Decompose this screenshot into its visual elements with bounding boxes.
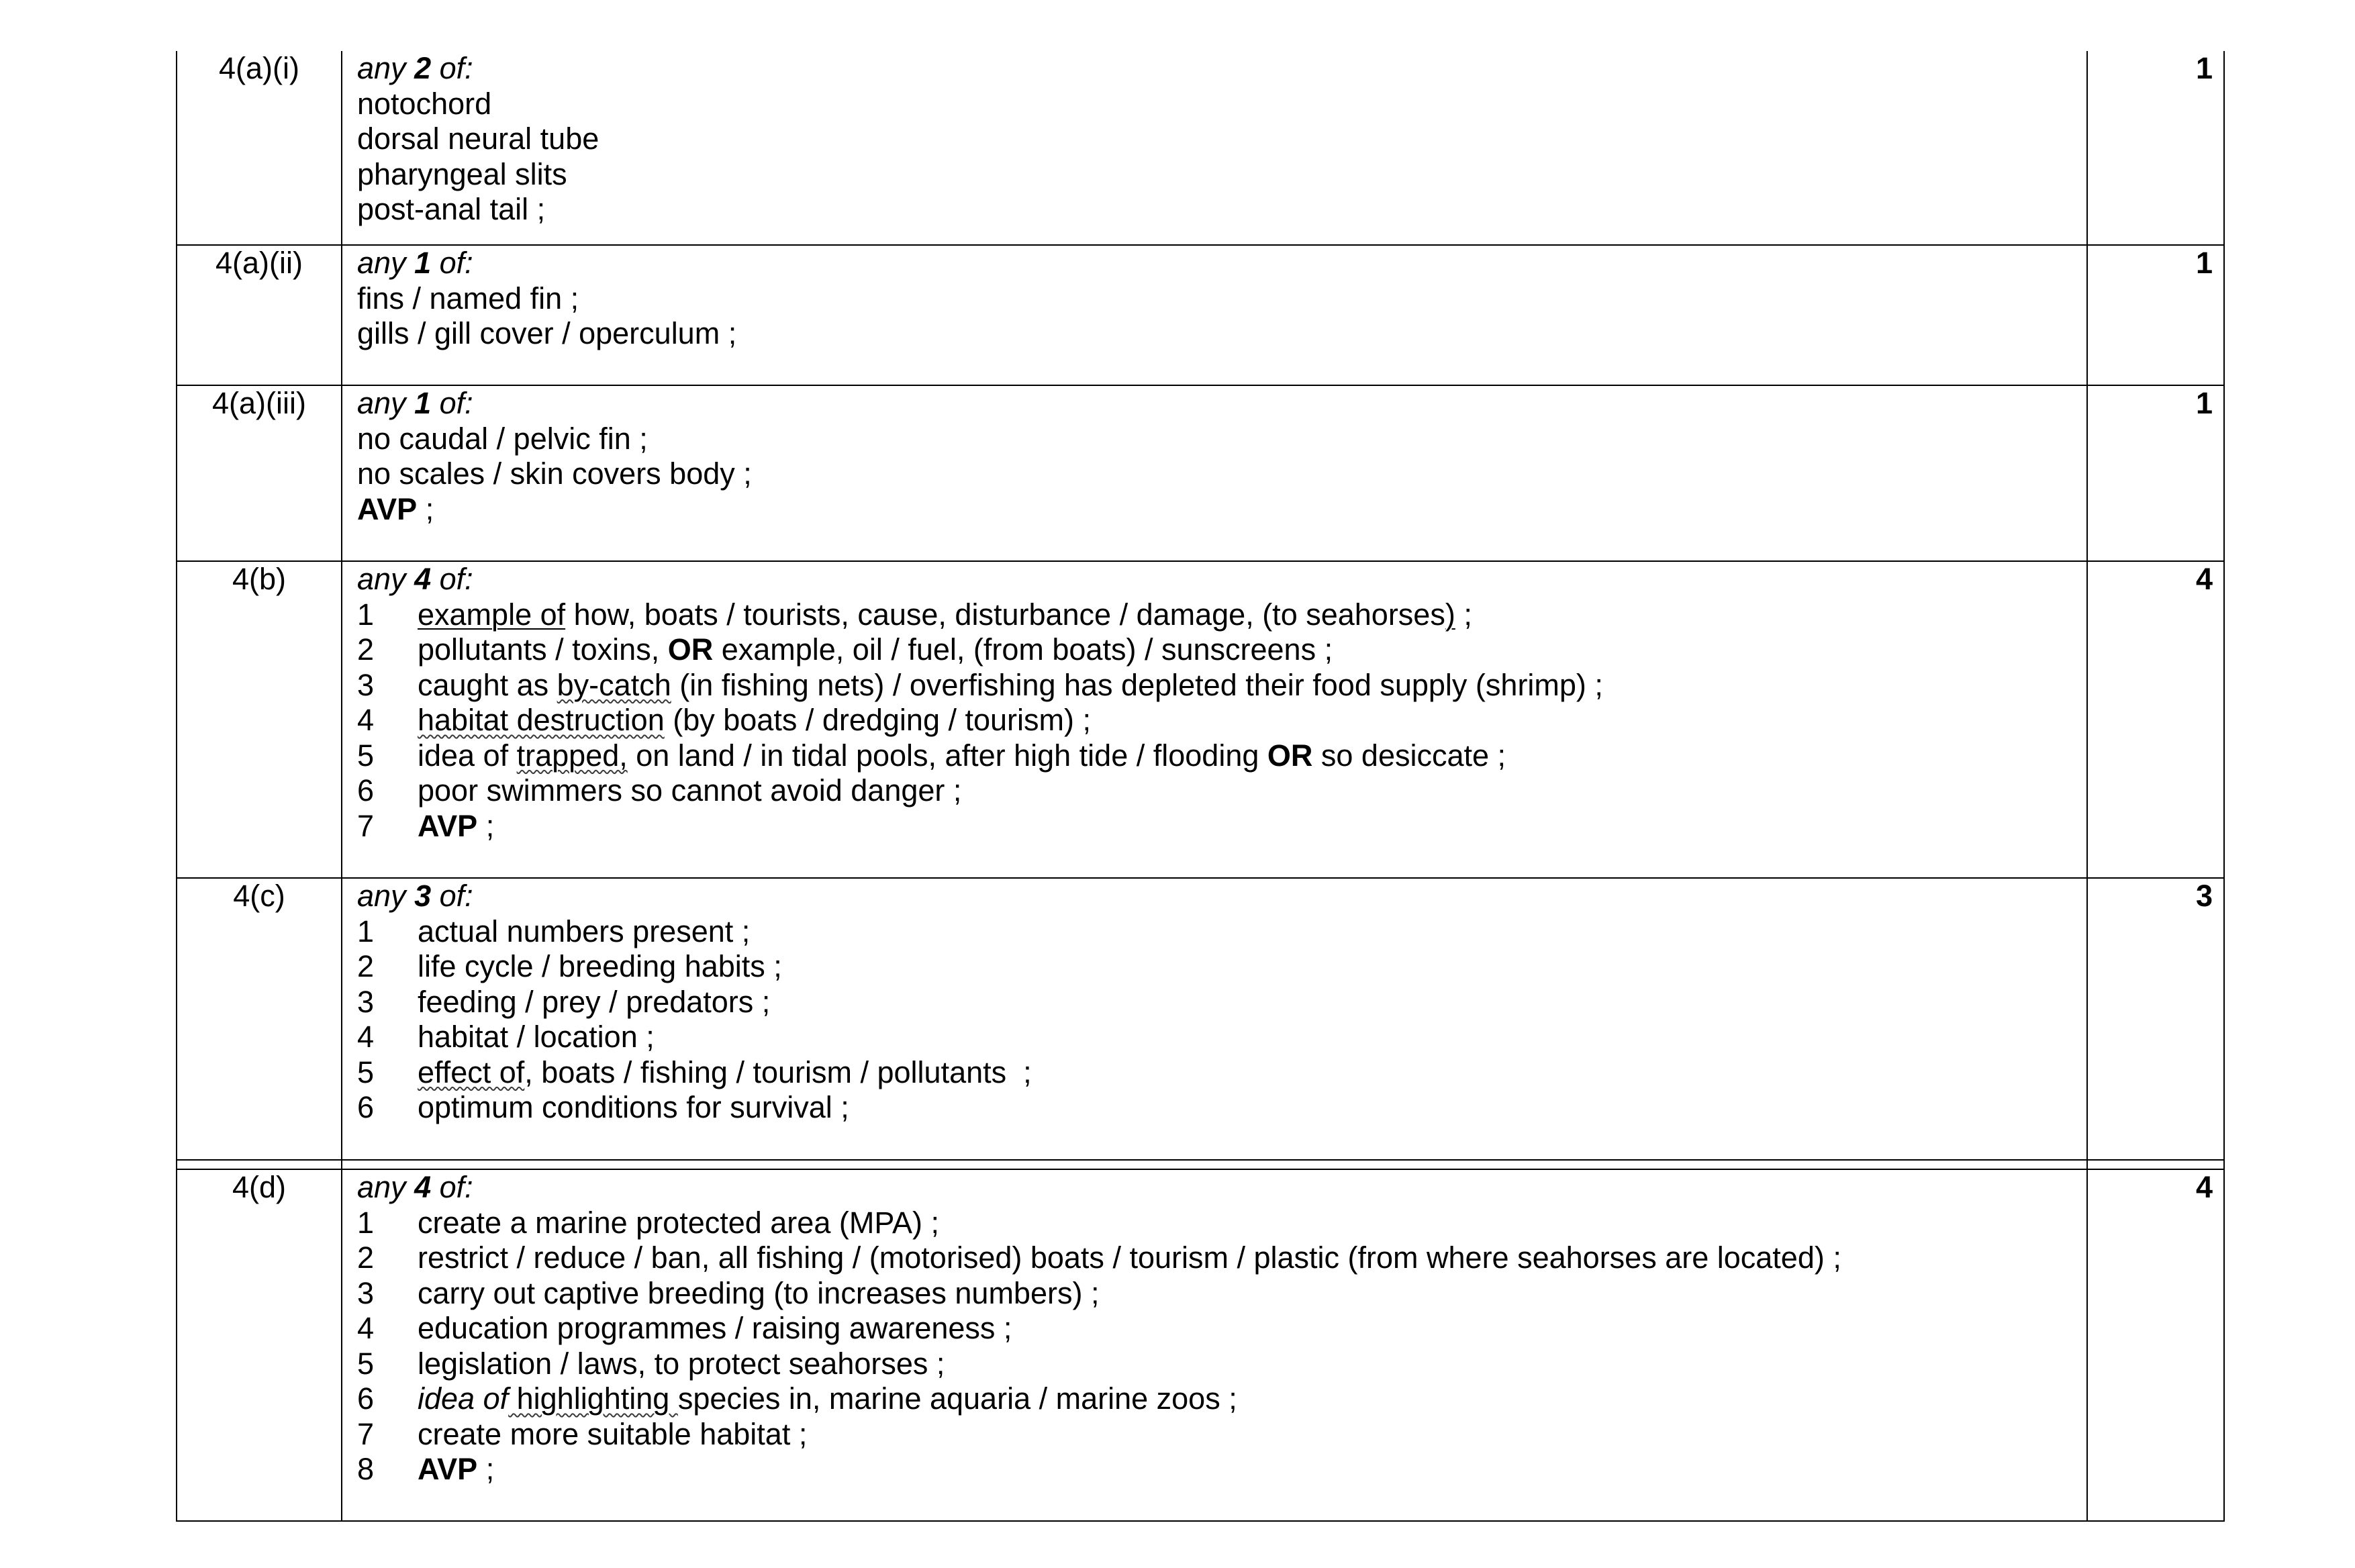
list-item: 2 life cycle / breeding habits ; (357, 949, 782, 983)
marks-cell: 4 (2087, 561, 2224, 878)
list-item: 4 habitat destruction (by boats / dredging / tourism) ; (357, 703, 1092, 737)
answer-intro: any 3 of: (357, 879, 473, 913)
answer-line: no scales / skin covers body ; (357, 456, 752, 491)
question-number: 4(a)(ii) (177, 245, 342, 385)
question-number: 4(b) (177, 561, 342, 878)
mark-scheme-table (176, 51, 2225, 1522)
answer-line: gills / gill cover / operculum ; (357, 316, 737, 350)
list-item: 7 create more suitable habitat ; (357, 1416, 808, 1451)
list-item: 6 idea of highlighting species in, marine aquaria / marine zoos ; (357, 1381, 1237, 1416)
answer-line: notochord (357, 86, 492, 121)
list-item: 1 create a marine protected area (MPA) ; (357, 1205, 939, 1240)
question-number: 4(d) (177, 1169, 342, 1521)
table-row (177, 878, 2224, 1160)
marks-cell: 1 (2087, 245, 2224, 385)
answer-intro: any 4 of: (357, 1170, 473, 1204)
row-separator (177, 1160, 2224, 1169)
list-item: 3 caught as by-catch (in fishing nets) / overfishing has depleted their food supply (shrimp) ; (357, 667, 1603, 702)
list-item: 5 idea of trapped, on land / in tidal pools, after high tide / flooding OR so desiccate ; (357, 738, 1506, 773)
list-item: 8 AVP ; (357, 1452, 495, 1486)
list-item: 1 example of how, boats / tourists, cause, disturbance / damage, (to seahorses) ; (357, 597, 1472, 632)
answer-cell (342, 385, 2087, 561)
question-number: 4(a)(iii) (177, 385, 342, 561)
answer-cell (342, 561, 2087, 878)
list-item: 6 optimum conditions for survival ; (357, 1090, 849, 1124)
answer-line: dorsal neural tube (357, 121, 599, 156)
separator-cell (177, 1160, 342, 1169)
table-row (177, 51, 2224, 245)
answer-cell (342, 245, 2087, 385)
answer-cell (342, 878, 2087, 1160)
answer-line: post-anal tail ; (357, 192, 546, 226)
marks-cell: 3 (2087, 878, 2224, 1160)
list-item: 2 restrict / reduce / ban, all fishing / (motorised) boats / tourism / plastic (from where seahorses are located) ; (357, 1240, 1841, 1275)
answer-cell (342, 1169, 2087, 1521)
answer-line: AVP ; (357, 491, 434, 526)
answer-line: no caudal / pelvic fin ; (357, 421, 648, 456)
list-item: 3 carry out captive breeding (to increases numbers) ; (357, 1275, 1100, 1310)
list-item: 5 effect of, boats / fishing / tourism / pollutants ; (357, 1055, 1032, 1089)
answer-cell (342, 51, 2087, 245)
marks-cell: 1 (2087, 385, 2224, 561)
list-item: 3 feeding / prey / predators ; (357, 984, 771, 1019)
answer-intro: any 1 of: (357, 386, 473, 420)
question-number: 4(c) (177, 878, 342, 1160)
separator-cell (342, 1160, 2087, 1169)
list-item: 7 AVP ; (357, 808, 495, 843)
answer-line: pharyngeal slits (357, 156, 567, 191)
answer-intro: any 1 of: (357, 246, 473, 280)
list-item: 1 actual numbers present ; (357, 914, 751, 948)
mark-scheme-page (176, 0, 2213, 1524)
list-item: 4 education programmes / raising awareness ; (357, 1311, 1012, 1345)
list-item: 5 legislation / laws, to protect seahorses ; (357, 1346, 945, 1381)
marks-cell: 1 (2087, 51, 2224, 245)
table-row (177, 1169, 2224, 1521)
answer-intro: any 4 of: (357, 562, 473, 596)
list-item: 6 poor swimmers so cannot avoid danger ; (357, 773, 962, 807)
answer-intro: any 2 of: (357, 51, 473, 85)
question-number: 4(a)(i) (177, 51, 342, 245)
avp-label: AVP (357, 491, 418, 526)
table-row (177, 385, 2224, 561)
list-item: 2 pollutants / toxins, OR example, oil / fuel, (from boats) / sunscreens ; (357, 632, 1333, 667)
answer-line: fins / named fin ; (357, 281, 579, 315)
table-row (177, 561, 2224, 878)
list-item: 4 habitat / location ; (357, 1020, 655, 1054)
marks-cell: 4 (2087, 1169, 2224, 1521)
separator-cell (2087, 1160, 2224, 1169)
table-row (177, 245, 2224, 385)
